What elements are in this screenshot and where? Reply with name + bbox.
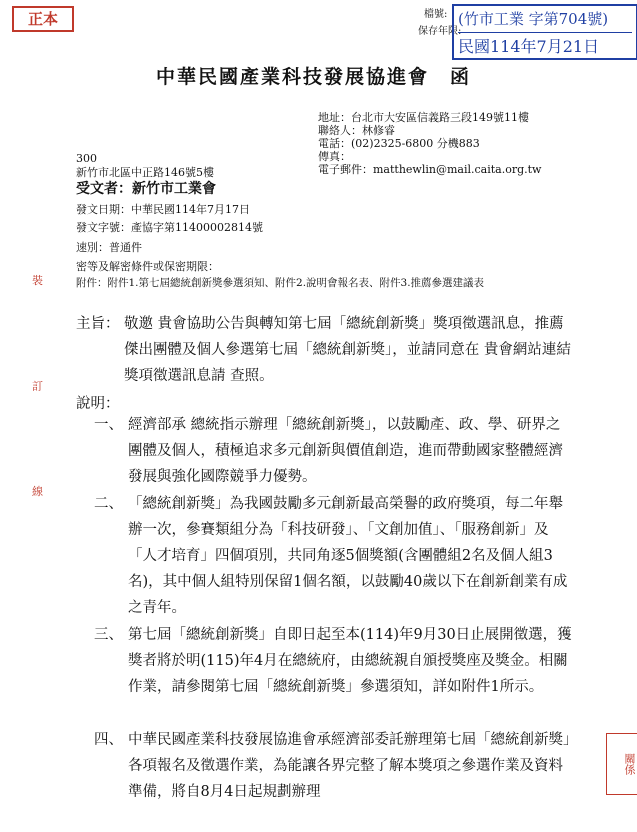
item-number: 一、: [94, 417, 123, 433]
delivery-speed: 速別：普通件: [76, 241, 142, 254]
description-label: 說明：: [76, 396, 120, 412]
receipt-stamp: [452, 4, 637, 60]
item-number: 三、: [94, 627, 123, 643]
description-item: [94, 622, 574, 700]
issue-date: 發文日期：中華民國114年7月17日: [76, 203, 250, 216]
recipient-address: 新竹市北區中正路146號5樓: [76, 166, 214, 179]
document-number: 發文字號：產協字第11400002814號: [76, 221, 263, 234]
document-title: 中華民國產業科技發展協進會 函: [156, 66, 472, 88]
retention-period-label: 保存年限:: [418, 26, 462, 37]
contact-fax: 傳真：: [318, 150, 351, 163]
sender-address: 地址：台北市大安區信義路三段149號11樓: [318, 111, 529, 124]
contact-email: 電子郵件：matthewlin@mail.caita.org.tw: [318, 163, 542, 176]
archive-number-label: 檔號:: [424, 9, 448, 20]
original-copy-stamp: 正本: [12, 6, 74, 32]
receipt-stamp-number: (竹市工業 字第704號): [458, 10, 609, 28]
item-text: 經濟部承 總統指示辦理「總統創新獎」，以鼓勵產、政、學、研界之團體及個人，積極追求多元創新與價值創造，進而帶動國家整體經濟發展與強化國際競爭力優勢。: [128, 417, 563, 485]
item-text: 「總統創新獎」為我國鼓勵多元創新最高榮譽的政府獎項，每二年舉辦一次，參賽類組分為「科技研發」、「文創加值」、「服務創新」及「人才培育」四個項別，共同角逐5個獎額(含團體組2名及個人組3名)，其中個人組特別保留1個名額，以鼓勵40歲以下在創新創業有成之青年。: [128, 496, 568, 616]
binding-mark-2: 訂: [32, 380, 43, 393]
description-item: [94, 412, 574, 490]
receipt-stamp-date: 民國114年7月21日: [458, 32, 632, 57]
binding-mark-1: 裝: [32, 274, 43, 287]
subject-block: [76, 311, 576, 389]
item-text: 第七屆「總統創新獎」自即日起至本(114)年9月30日止展開徵選，獲獎者將於明(115)年4月在總統府，由總統親自頒授獎座及獎金。相關作業，請參閱第七屆「總統創新獎」參選須知，詳如附件1所示。: [128, 627, 572, 695]
description-item: [94, 491, 574, 621]
attachments-list: 附件：附件1.第七屆總統創新獎參選須知、附件2.說明會報名表、附件3.推薦參選建議表: [76, 277, 485, 289]
item-text: 中華民國產業科技發展協進會承經濟部委託辦理第七屆「總統創新獎」各項報名及徵選作業，為能讓各界完整了解本獎項之參選作業及資料準備，將自8月4日起規劃辦理: [128, 732, 571, 800]
side-stamp: 關係: [606, 733, 637, 795]
description-item: [94, 727, 574, 805]
item-number: 二、: [94, 496, 123, 512]
binding-mark-3: 線: [32, 485, 43, 498]
subject-label: 主旨：: [76, 316, 120, 332]
item-number: 四、: [94, 732, 123, 748]
recipient-name: 受文者：新竹市工業會: [76, 181, 216, 197]
secrecy-level: 密等及解密條件或保密期限：: [76, 260, 219, 273]
subject-text: 敬邀 貴會協助公告與轉知第七屆「總統創新獎」獎項徵選訊息，推薦傑出團體及個人參選第七屆「總統創新獎」，並請同意在 貴會網站連結獎項徵選訊息請 查照。: [124, 316, 571, 384]
contact-phone: 電話：(02)2325-6800 分機883: [318, 137, 480, 150]
contact-person: 聯絡人：林修睿: [318, 124, 395, 137]
recipient-zip: 300: [76, 152, 97, 165]
